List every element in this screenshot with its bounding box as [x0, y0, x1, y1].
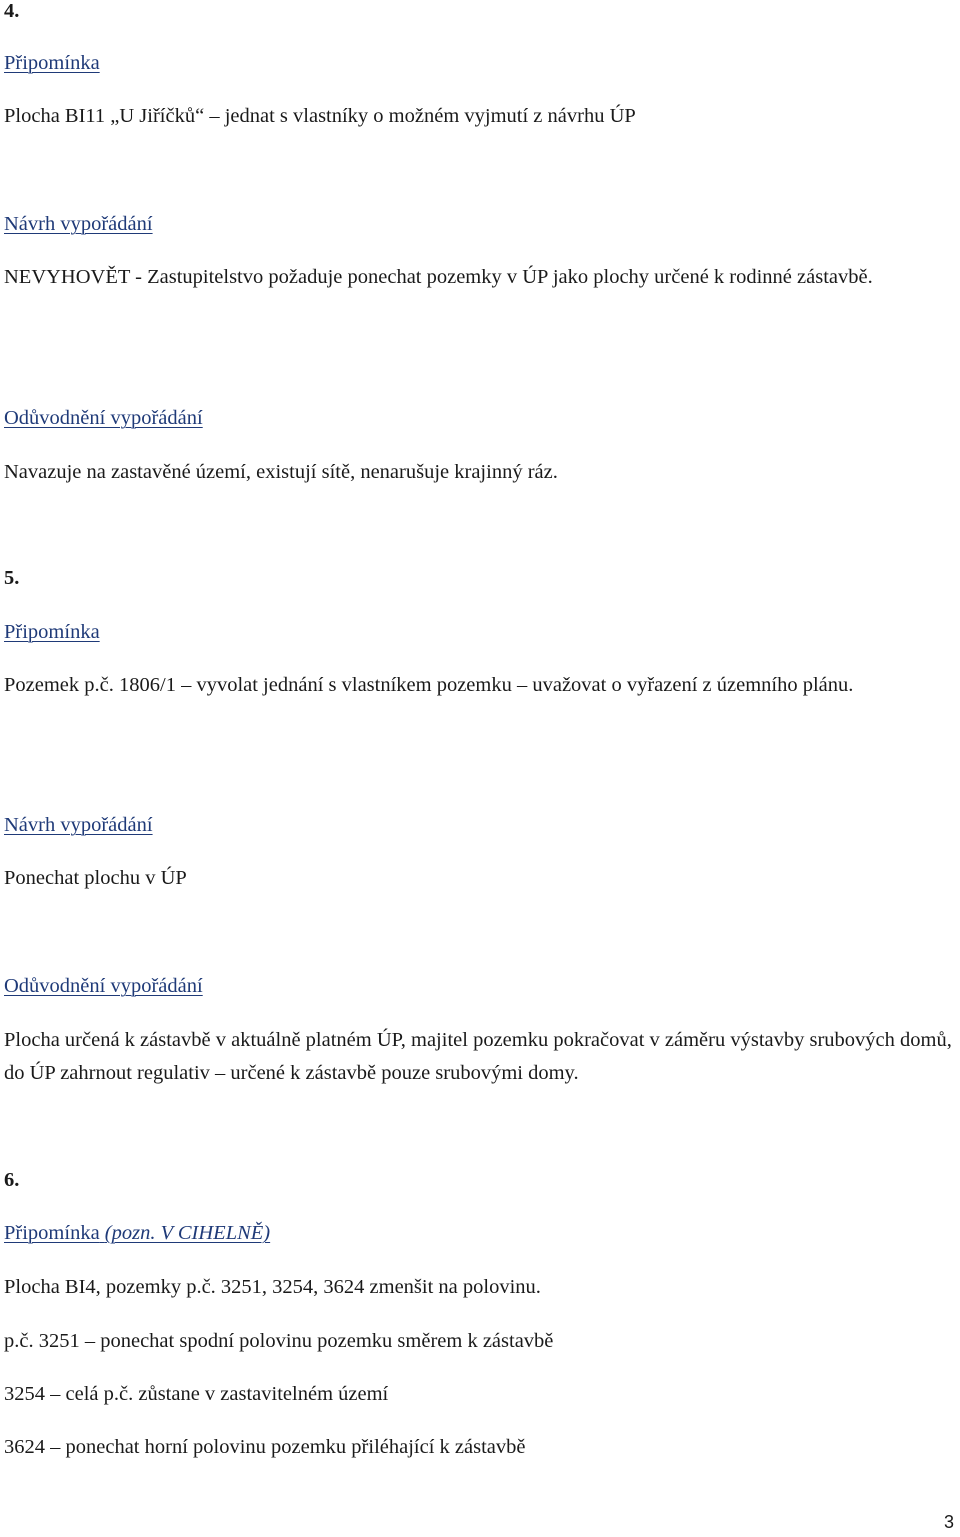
comment-line: 3254 – celá p.č. zůstane v zastavitelném území — [4, 1383, 389, 1405]
comment-heading: Připomínka — [4, 52, 100, 74]
justification-heading: Odůvodnění vypořádání — [4, 975, 203, 997]
comment-line: 3624 – ponechat horní polovinu pozemku přiléhající k zástavbě — [4, 1436, 526, 1458]
justification-heading: Odůvodnění vypořádání — [4, 407, 203, 429]
justification-text: Plocha určená k zástavbě v aktuálně platném ÚP, majitel pozemku pokračovat v záměru výstavby srubových domů, do ÚP zahrnout regulativ – určené k zástavbě pouze srubovými domy. — [4, 1029, 952, 1084]
item-number: 6. — [4, 1169, 20, 1191]
comment-heading — [4, 1217, 270, 1250]
comment-text: Plocha BI11 „U Jiříčků“ – jednat s vlastníky o možném vyjmutí z návrhu ÚP — [4, 105, 636, 127]
comment-heading: Připomínka — [4, 621, 100, 643]
justification-text: Navazuje na zastavěné území, existují sítě, nenarušuje krajinný ráz. — [4, 461, 558, 483]
proposal-text: NEVYHOVĚT - Zastupitelstvo požaduje ponechat pozemky v ÚP jako plochy určené k rodinné zástavbě. — [4, 266, 873, 288]
proposal-heading: Návrh vypořádání — [4, 814, 153, 836]
comment-heading-label: Připomínka — [4, 1222, 100, 1244]
comment-text: Pozemek p.č. 1806/1 – vyvolat jednání s vlastníkem pozemku – uvažovat o vyřazení z územního plánu. — [4, 674, 854, 696]
comment-line: p.č. 3251 – ponechat spodní polovinu pozemku směrem k zástavbě — [4, 1330, 554, 1352]
item-number: 5. — [4, 567, 20, 589]
proposal-heading: Návrh vypořádání — [4, 213, 153, 235]
comment-line: Plocha BI4, pozemky p.č. 3251, 3254, 3624 zmenšit na polovinu. — [4, 1276, 541, 1298]
page-number: 3 — [943, 1512, 954, 1532]
item-number: 4. — [4, 0, 20, 22]
proposal-text: Ponechat plochu v ÚP — [4, 867, 187, 889]
comment-heading-note: (pozn. V CIHELNĚ) — [104, 1222, 271, 1244]
